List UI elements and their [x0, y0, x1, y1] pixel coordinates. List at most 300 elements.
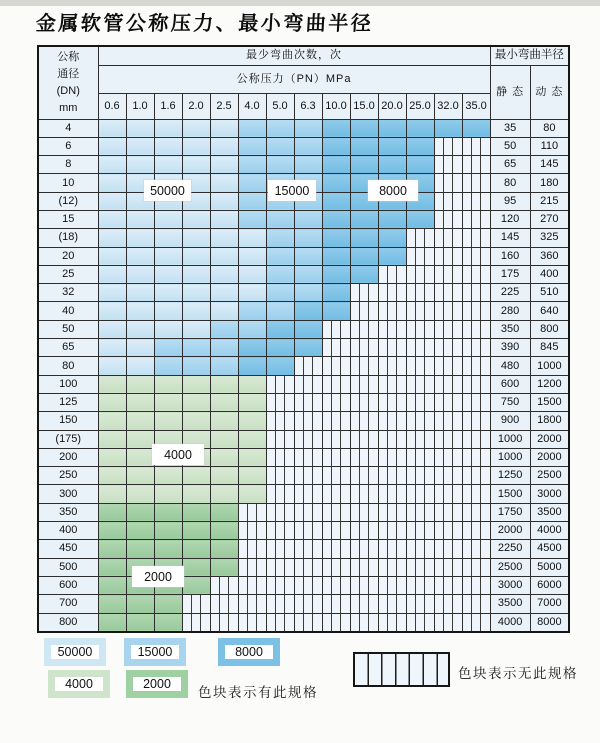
no-spec-cell — [378, 339, 406, 357]
dn-cell: 10 — [38, 174, 98, 192]
pressure-col-header: 4.0 — [238, 93, 266, 119]
spec-cell — [322, 174, 350, 192]
spec-cell — [98, 448, 126, 466]
dynamic-radius-cell: 4000 — [530, 522, 569, 540]
spec-cell — [98, 119, 126, 137]
spec-cell — [98, 265, 126, 283]
dn-cell: 100 — [38, 375, 98, 393]
no-spec-cell — [238, 613, 266, 632]
spec-cell — [126, 265, 154, 283]
static-radius-cell: 80 — [490, 174, 530, 192]
no-spec-cell — [322, 522, 350, 540]
legend-swatch-2000: 2000 — [126, 670, 188, 698]
no-spec-cell — [378, 393, 406, 411]
no-spec-cell — [434, 430, 462, 448]
legend-swatch-4000: 4000 — [48, 670, 110, 698]
no-spec-cell — [462, 412, 490, 430]
no-spec-cell — [322, 393, 350, 411]
spec-cell — [182, 119, 210, 137]
spec-cell — [182, 137, 210, 155]
spec-cell — [98, 229, 126, 247]
dn-cell: 25 — [38, 265, 98, 283]
no-spec-legend-swatch — [353, 652, 450, 687]
no-spec-cell — [434, 448, 462, 466]
dn-cell: 80 — [38, 357, 98, 375]
no-spec-cell — [350, 595, 378, 613]
no-spec-cell — [350, 302, 378, 320]
no-spec-cell — [322, 375, 350, 393]
static-radius-cell: 145 — [490, 229, 530, 247]
dn-cell: 500 — [38, 558, 98, 576]
spec-cell — [266, 229, 294, 247]
no-spec-cell — [294, 448, 322, 466]
pressure-col-header: 20.0 — [378, 93, 406, 119]
no-spec-cell — [406, 595, 434, 613]
spec-cell — [406, 210, 434, 228]
no-spec-cell — [378, 320, 406, 338]
no-spec-cell — [434, 595, 462, 613]
no-spec-cell — [294, 503, 322, 521]
no-spec-cell — [406, 467, 434, 485]
no-spec-cell — [434, 412, 462, 430]
static-radius-cell: 2000 — [490, 522, 530, 540]
spec-cell — [98, 137, 126, 155]
no-spec-cell — [462, 137, 490, 155]
spec-cell — [182, 357, 210, 375]
spec-cell — [238, 430, 266, 448]
table-row-dn-500 — [38, 558, 569, 576]
static-radius-cell: 3500 — [490, 595, 530, 613]
spec-cell — [322, 284, 350, 302]
static-radius-cell: 120 — [490, 210, 530, 228]
spec-cell — [294, 229, 322, 247]
static-radius-cell: 600 — [490, 375, 530, 393]
spec-cell — [266, 284, 294, 302]
spec-cell — [294, 265, 322, 283]
dn-cell: 32 — [38, 284, 98, 302]
no-spec-cell — [462, 302, 490, 320]
spec-cell — [266, 137, 294, 155]
no-spec-cell — [350, 393, 378, 411]
no-spec-cell — [294, 393, 322, 411]
no-spec-cell — [266, 430, 294, 448]
no-spec-cell — [266, 522, 294, 540]
no-spec-cell — [378, 412, 406, 430]
dn-cell: (18) — [38, 229, 98, 247]
dn-cell: 700 — [38, 595, 98, 613]
no-spec-cell — [378, 576, 406, 594]
spec-cell — [154, 485, 182, 503]
spec-cell — [154, 522, 182, 540]
spec-cell — [210, 467, 238, 485]
dn-cell: 200 — [38, 448, 98, 466]
no-spec-cell — [406, 247, 434, 265]
no-spec-cell — [350, 320, 378, 338]
no-spec-cell — [294, 558, 322, 576]
no-spec-cell — [322, 576, 350, 594]
spec-cell — [182, 467, 210, 485]
no-spec-cell — [462, 265, 490, 283]
min-bend-radius-header: 最小弯曲半径 — [490, 46, 569, 65]
no-spec-cell — [406, 430, 434, 448]
spec-cell — [238, 192, 266, 210]
no-spec-cell — [378, 467, 406, 485]
no-spec-cell — [406, 558, 434, 576]
no-spec-cell — [434, 357, 462, 375]
spec-cell — [350, 229, 378, 247]
spec-cell — [126, 467, 154, 485]
spec-cell — [98, 595, 126, 613]
no-spec-cell — [350, 613, 378, 632]
spec-cell — [182, 339, 210, 357]
spec-cell — [182, 375, 210, 393]
dynamic-radius-cell: 80 — [530, 119, 569, 137]
static-radius-cell: 900 — [490, 412, 530, 430]
spec-cell — [182, 503, 210, 521]
spec-cell — [126, 595, 154, 613]
spec-cell — [126, 613, 154, 632]
spec-cell — [126, 430, 154, 448]
spec-cell — [210, 339, 238, 357]
no-spec-cell — [462, 320, 490, 338]
no-spec-cell — [462, 522, 490, 540]
spec-cell — [154, 320, 182, 338]
spec-cell — [294, 156, 322, 174]
no-spec-cell — [434, 265, 462, 283]
dynamic-radius-cell: 640 — [530, 302, 569, 320]
spec-cell — [182, 412, 210, 430]
spec-cell — [378, 229, 406, 247]
table-row-dn-250 — [38, 467, 569, 485]
spec-cell — [266, 156, 294, 174]
no-spec-cell — [322, 540, 350, 558]
no-spec-cell — [406, 540, 434, 558]
spec-cell — [210, 485, 238, 503]
no-spec-cell — [434, 485, 462, 503]
pressure-col-header: 32.0 — [434, 93, 462, 119]
no-spec-cell — [294, 595, 322, 613]
no-spec-cell — [434, 576, 462, 594]
table-row-dn-300 — [38, 485, 569, 503]
pressure-col-header: 0.6 — [98, 93, 126, 119]
spec-cell — [126, 247, 154, 265]
no-spec-cell — [462, 595, 490, 613]
spec-cell — [210, 503, 238, 521]
spec-cell — [294, 339, 322, 357]
dynamic-radius-cell: 145 — [530, 156, 569, 174]
table-row-dn-6 — [38, 137, 569, 155]
no-spec-cell — [406, 302, 434, 320]
table-row-dn-450 — [38, 540, 569, 558]
spec-cell — [238, 448, 266, 466]
dynamic-radius-cell: 1000 — [530, 357, 569, 375]
no-spec-cell — [294, 613, 322, 632]
spec-cell — [210, 119, 238, 137]
legend-swatch-15000: 15000 — [124, 638, 186, 666]
no-spec-cell — [462, 375, 490, 393]
spec-cell — [238, 247, 266, 265]
spec-cell — [182, 558, 210, 576]
spec-cell — [182, 156, 210, 174]
spec-cell — [210, 284, 238, 302]
no-spec-cell — [266, 412, 294, 430]
no-spec-cell — [462, 467, 490, 485]
table-row-dn-25 — [38, 265, 569, 283]
no-spec-cell — [378, 265, 406, 283]
dynamic-radius-cell: 845 — [530, 339, 569, 357]
no-spec-cell — [182, 595, 210, 613]
no-spec-cell — [434, 393, 462, 411]
spec-cell — [182, 302, 210, 320]
spec-cell — [126, 339, 154, 357]
no-spec-cell — [322, 412, 350, 430]
no-spec-cell — [322, 595, 350, 613]
no-spec-cell — [462, 576, 490, 594]
dynamic-radius-cell: 1500 — [530, 393, 569, 411]
spec-cell — [238, 393, 266, 411]
spec-cell — [126, 503, 154, 521]
no-spec-cell — [462, 284, 490, 302]
spec-cell — [266, 119, 294, 137]
static-radius-cell: 35 — [490, 119, 530, 137]
static-radius-cell: 280 — [490, 302, 530, 320]
spec-cell — [378, 137, 406, 155]
no-spec-cell — [406, 357, 434, 375]
table-row-dn-32 — [38, 284, 569, 302]
no-spec-cell — [350, 558, 378, 576]
no-spec-cell — [322, 613, 350, 632]
table-row-dn-40 — [38, 302, 569, 320]
no-spec-cell — [406, 284, 434, 302]
dynamic-radius-cell: 2000 — [530, 430, 569, 448]
dn-cell: 65 — [38, 339, 98, 357]
no-spec-cell — [406, 393, 434, 411]
no-spec-cell — [266, 375, 294, 393]
no-spec-cell — [294, 375, 322, 393]
spec-cell — [210, 247, 238, 265]
table-row-dn-600 — [38, 576, 569, 594]
no-spec-cell — [350, 284, 378, 302]
dynamic-radius-cell: 5000 — [530, 558, 569, 576]
static-radius-cell: 350 — [490, 320, 530, 338]
spec-cell — [126, 229, 154, 247]
spec-cell — [182, 284, 210, 302]
dynamic-radius-cell: 400 — [530, 265, 569, 283]
no-spec-cell — [322, 339, 350, 357]
spec-cell — [126, 137, 154, 155]
no-spec-cell — [434, 503, 462, 521]
spec-cell — [294, 210, 322, 228]
no-spec-cell — [266, 595, 294, 613]
dynamic-radius-cell: 4500 — [530, 540, 569, 558]
no-spec-cell — [182, 613, 210, 632]
cycle-count-label-15000: 15000 — [268, 180, 316, 201]
pressure-col-header: 10.0 — [322, 93, 350, 119]
spec-cell — [126, 156, 154, 174]
spec-cell — [126, 393, 154, 411]
spec-cell — [294, 247, 322, 265]
no-spec-cell — [266, 393, 294, 411]
spec-cell — [98, 576, 126, 594]
spec-cell — [238, 357, 266, 375]
no-spec-cell — [322, 430, 350, 448]
dynamic-radius-cell: 1800 — [530, 412, 569, 430]
pressure-col-header: 1.0 — [126, 93, 154, 119]
no-spec-cell — [322, 448, 350, 466]
no-spec-cell — [294, 357, 322, 375]
table-row-dn-200 — [38, 448, 569, 466]
static-radius-cell: 390 — [490, 339, 530, 357]
no-spec-cell — [294, 467, 322, 485]
spec-cell — [154, 210, 182, 228]
static-radius-cell: 175 — [490, 265, 530, 283]
no-spec-cell — [434, 210, 462, 228]
spec-cell — [406, 137, 434, 155]
table-row-dn-20 — [38, 247, 569, 265]
pressure-col-header: 25.0 — [406, 93, 434, 119]
spec-cell — [238, 320, 266, 338]
no-spec-cell — [434, 339, 462, 357]
dn-cell: 15 — [38, 210, 98, 228]
spec-cell — [154, 467, 182, 485]
no-spec-cell — [350, 412, 378, 430]
spec-cell — [98, 210, 126, 228]
no-spec-cell — [434, 156, 462, 174]
spec-cell — [154, 339, 182, 357]
cycle-count-label-8000: 8000 — [368, 180, 418, 201]
spec-cell — [238, 137, 266, 155]
spec-cell — [322, 119, 350, 137]
static-radius-cell: 2500 — [490, 558, 530, 576]
bend-cycles-header: 最少弯曲次数，次 — [98, 46, 490, 65]
dynamic-header: 动 态 — [530, 65, 569, 119]
dn-cell: 125 — [38, 393, 98, 411]
no-spec-cell — [378, 430, 406, 448]
spec-cell — [98, 192, 126, 210]
spec-cell — [126, 210, 154, 228]
spec-cell — [238, 375, 266, 393]
no-spec-cell — [462, 430, 490, 448]
no-spec-cell — [350, 448, 378, 466]
spec-cell — [126, 302, 154, 320]
spec-cell — [98, 485, 126, 503]
table-row-dn-18 — [38, 229, 569, 247]
no-spec-cell — [350, 430, 378, 448]
spec-cell — [378, 210, 406, 228]
dynamic-radius-cell: 360 — [530, 247, 569, 265]
spec-cell — [182, 247, 210, 265]
no-spec-cell — [462, 357, 490, 375]
no-spec-cell — [322, 503, 350, 521]
spec-cell — [238, 412, 266, 430]
no-spec-cell — [462, 448, 490, 466]
spec-cell — [126, 375, 154, 393]
no-spec-cell — [322, 558, 350, 576]
scan-top-strip — [0, 0, 600, 6]
spec-cell — [378, 156, 406, 174]
static-radius-cell: 95 — [490, 192, 530, 210]
spec-cell — [322, 156, 350, 174]
static-radius-cell: 1000 — [490, 430, 530, 448]
no-spec-cell — [266, 576, 294, 594]
dn-cell: 800 — [38, 613, 98, 632]
table-row-dn-80 — [38, 357, 569, 375]
no-spec-cell — [322, 357, 350, 375]
no-spec-cell — [378, 613, 406, 632]
no-spec-cell — [378, 540, 406, 558]
spec-cell — [98, 430, 126, 448]
spec-cell — [434, 119, 462, 137]
spec-cell — [238, 156, 266, 174]
no-spec-cell — [406, 375, 434, 393]
spec-cell — [238, 174, 266, 192]
spec-cell — [238, 485, 266, 503]
static-radius-cell: 2250 — [490, 540, 530, 558]
spec-cell — [98, 540, 126, 558]
spec-cell — [210, 375, 238, 393]
spec-cell — [238, 229, 266, 247]
no-spec-cell — [462, 503, 490, 521]
dn-corner-header: 公称 通径 (DN) mm — [38, 46, 98, 119]
spec-cell — [210, 137, 238, 155]
spec-cell — [350, 156, 378, 174]
no-spec-cell — [462, 485, 490, 503]
spec-cell — [210, 522, 238, 540]
spec-cell — [182, 265, 210, 283]
spec-cell — [98, 558, 126, 576]
no-spec-cell — [434, 540, 462, 558]
pressure-col-header: 2.5 — [210, 93, 238, 119]
spec-cell — [154, 119, 182, 137]
table-row-dn-350 — [38, 503, 569, 521]
spec-cell — [350, 119, 378, 137]
spec-cell — [210, 192, 238, 210]
no-spec-cell — [378, 357, 406, 375]
spec-cell — [238, 284, 266, 302]
dn-cell: 450 — [38, 540, 98, 558]
spec-cell — [98, 247, 126, 265]
no-spec-cell — [434, 467, 462, 485]
nominal-pressure-header: 公称压力（PN）MPa — [98, 65, 490, 93]
no-spec-cell — [294, 540, 322, 558]
spec-cell — [98, 375, 126, 393]
spec-cell — [126, 412, 154, 430]
no-spec-cell — [350, 540, 378, 558]
spec-cell — [154, 375, 182, 393]
no-spec-cell — [210, 576, 238, 594]
spec-cell — [98, 174, 126, 192]
no-spec-cell — [266, 448, 294, 466]
table-row-dn-15 — [38, 210, 569, 228]
no-spec-cell — [406, 320, 434, 338]
spec-cell — [210, 174, 238, 192]
no-spec-cell — [238, 576, 266, 594]
no-spec-cell — [462, 174, 490, 192]
no-spec-cell — [462, 192, 490, 210]
dynamic-radius-cell: 3000 — [530, 485, 569, 503]
no-spec-cell — [406, 229, 434, 247]
spec-cell — [238, 210, 266, 228]
spec-cell — [154, 302, 182, 320]
table-row-dn-50 — [38, 320, 569, 338]
dynamic-radius-cell: 180 — [530, 174, 569, 192]
no-spec-cell — [462, 558, 490, 576]
spec-cell — [294, 119, 322, 137]
spec-cell — [210, 540, 238, 558]
spec-cell — [126, 448, 154, 466]
no-spec-cell — [350, 576, 378, 594]
spec-cell — [210, 265, 238, 283]
